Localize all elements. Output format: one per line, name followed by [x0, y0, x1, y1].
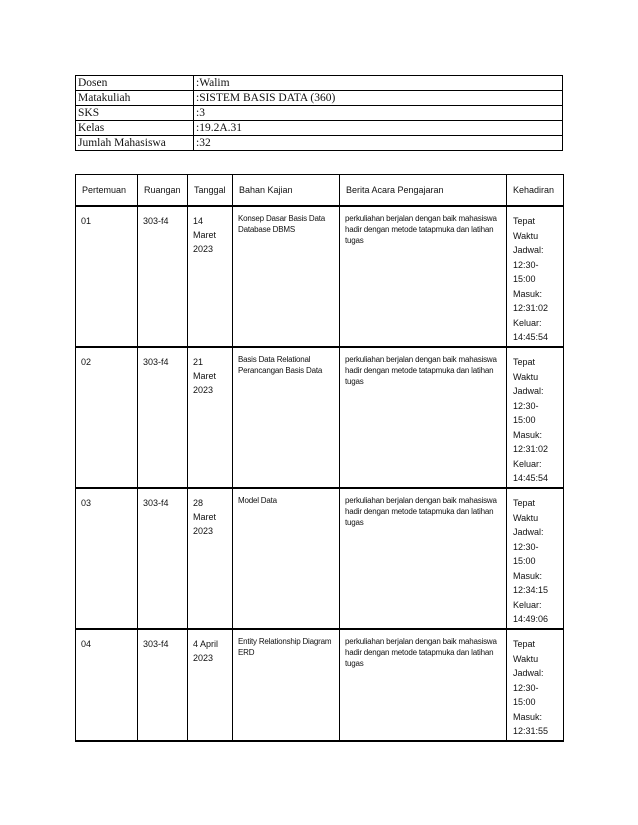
- jumlah-label: Jumlah Mahasiswa: [76, 136, 194, 151]
- tanggal-line: Maret: [193, 371, 217, 381]
- cell-pertemuan: 02: [76, 347, 138, 488]
- cell-kehadiran: [507, 488, 564, 629]
- kehadiran-line: 12:31:02: [513, 303, 549, 313]
- kehadiran-line: Tepat: [513, 639, 536, 649]
- info-row-dosen: [76, 76, 563, 91]
- cell-tanggal: [188, 488, 233, 629]
- tanggal-line: 28: [193, 498, 204, 508]
- cell-kehadiran: [507, 629, 564, 741]
- sks-label: SKS: [76, 106, 194, 121]
- tanggal-line: 2023: [193, 244, 214, 254]
- cell-ruangan: 303-f4: [138, 347, 188, 488]
- kelas-value: :19.2A.31: [194, 121, 563, 136]
- cell-ruangan: 303-f4: [138, 629, 188, 741]
- kehadiran-line: Masuk:: [513, 570, 543, 581]
- kehadiran-line: 12:30-: [513, 400, 539, 411]
- info-row-kelas: [76, 121, 563, 136]
- sks-value: :3: [194, 106, 563, 121]
- kehadiran-line: 12:30-: [513, 541, 539, 552]
- kehadiran-line: Waktu: [513, 653, 539, 664]
- cell-ruangan: 303-f4: [138, 206, 188, 347]
- kehadiran-line: 14:49:06: [513, 614, 549, 624]
- table-body: [76, 206, 564, 741]
- info-row-matakuliah: [76, 91, 563, 106]
- table-header-row: [76, 175, 564, 207]
- tanggal-line: 2023: [193, 385, 214, 395]
- cell-pertemuan: 01: [76, 206, 138, 347]
- kehadiran-line: Waktu: [513, 230, 539, 241]
- kehadiran-line: 12:31:02: [513, 444, 549, 454]
- kehadiran-line: Waktu: [513, 512, 539, 523]
- tanggal-line: 4 April: [193, 639, 219, 649]
- cell-berita-acara: perkuliahan berjalan dengan baik mahasiswa hadir dengan metode tatapmuka dan latihan tugas: [340, 488, 507, 629]
- attendance-table: [75, 174, 564, 742]
- kehadiran-line: Waktu: [513, 371, 539, 382]
- tanggal-line: Maret: [193, 230, 217, 240]
- tanggal-line: 2023: [193, 526, 214, 536]
- header-berita-acara: Berita Acara Pengajaran: [340, 175, 507, 207]
- header-bahan-kajian: Bahan Kajian: [233, 175, 340, 207]
- table-row: [76, 629, 564, 741]
- cell-berita-acara: perkuliahan berjalan dengan baik mahasiswa hadir dengan metode tatapmuka dan latihan tugas: [340, 629, 507, 741]
- info-row-jumlah: [76, 136, 563, 151]
- tanggal-line: 14: [193, 216, 204, 226]
- header-ruangan: Ruangan: [138, 175, 188, 207]
- cell-bahan-kajian: Konsep Dasar Basis Data Database DBMS: [233, 206, 340, 347]
- kehadiran-line: Tepat: [513, 498, 536, 508]
- cell-bahan-kajian: Model Data: [233, 488, 340, 629]
- matakuliah-value: :SISTEM BASIS DATA (360): [194, 91, 563, 106]
- kehadiran-line: Tepat: [513, 216, 536, 226]
- kehadiran-line: Keluar:: [513, 458, 542, 469]
- kehadiran-line: 15:00: [513, 274, 536, 284]
- kehadiran-line: 12:31:55: [513, 726, 549, 736]
- kehadiran-line: Jadwal:: [513, 386, 544, 396]
- header-tanggal: Tanggal: [188, 175, 233, 207]
- cell-berita-acara: perkuliahan berjalan dengan baik mahasiswa hadir dengan metode tatapmuka dan latihan tugas: [340, 347, 507, 488]
- kehadiran-line: Tepat: [513, 357, 536, 367]
- matakuliah-label: Matakuliah: [76, 91, 194, 106]
- kehadiran-line: 15:00: [513, 556, 536, 566]
- kehadiran-line: Keluar:: [513, 317, 542, 328]
- table-row: [76, 206, 564, 347]
- kehadiran-line: 12:34:15: [513, 585, 549, 595]
- cell-kehadiran: [507, 206, 564, 347]
- kehadiran-line: 14:45:54: [513, 473, 549, 483]
- info-row-sks: [76, 106, 563, 121]
- kehadiran-line: 15:00: [513, 415, 536, 425]
- table-row: [76, 347, 564, 488]
- header-pertemuan: Pertemuan: [76, 175, 138, 207]
- header-kehadiran: Kehadiran: [507, 175, 564, 207]
- cell-kehadiran: [507, 347, 564, 488]
- kehadiran-line: Jadwal:: [513, 668, 544, 678]
- tanggal-line: 2023: [193, 653, 214, 663]
- kehadiran-line: 12:30-: [513, 259, 539, 270]
- cell-tanggal: [188, 629, 233, 741]
- kehadiran-line: 14:45:54: [513, 332, 549, 342]
- kelas-label: Kelas: [76, 121, 194, 136]
- kehadiran-line: Keluar:: [513, 599, 542, 610]
- dosen-label: Dosen: [76, 76, 194, 91]
- course-info-table: [75, 75, 563, 151]
- kehadiran-line: 15:00: [513, 697, 536, 707]
- cell-tanggal: [188, 347, 233, 488]
- cell-ruangan: 303-f4: [138, 488, 188, 629]
- kehadiran-line: Masuk:: [513, 288, 543, 299]
- cell-pertemuan: 03: [76, 488, 138, 629]
- tanggal-line: Maret: [193, 512, 217, 522]
- jumlah-value: :32: [194, 136, 563, 151]
- kehadiran-line: Jadwal:: [513, 527, 544, 537]
- cell-bahan-kajian: Entity Relationship Diagram ERD: [233, 629, 340, 741]
- kehadiran-line: Masuk:: [513, 429, 543, 440]
- kehadiran-line: 12:30-: [513, 682, 539, 693]
- cell-tanggal: [188, 206, 233, 347]
- kehadiran-line: Jadwal:: [513, 245, 544, 255]
- kehadiran-line: Masuk:: [513, 711, 543, 722]
- dosen-value: :Walim: [194, 76, 563, 91]
- tanggal-line: 21: [193, 357, 204, 367]
- cell-berita-acara: perkuliahan berjalan dengan baik mahasiswa hadir dengan metode tatapmuka dan latihan tugas: [340, 206, 507, 347]
- cell-bahan-kajian: Basis Data Relational Perancangan Basis Data: [233, 347, 340, 488]
- table-row: [76, 488, 564, 629]
- cell-pertemuan: 04: [76, 629, 138, 741]
